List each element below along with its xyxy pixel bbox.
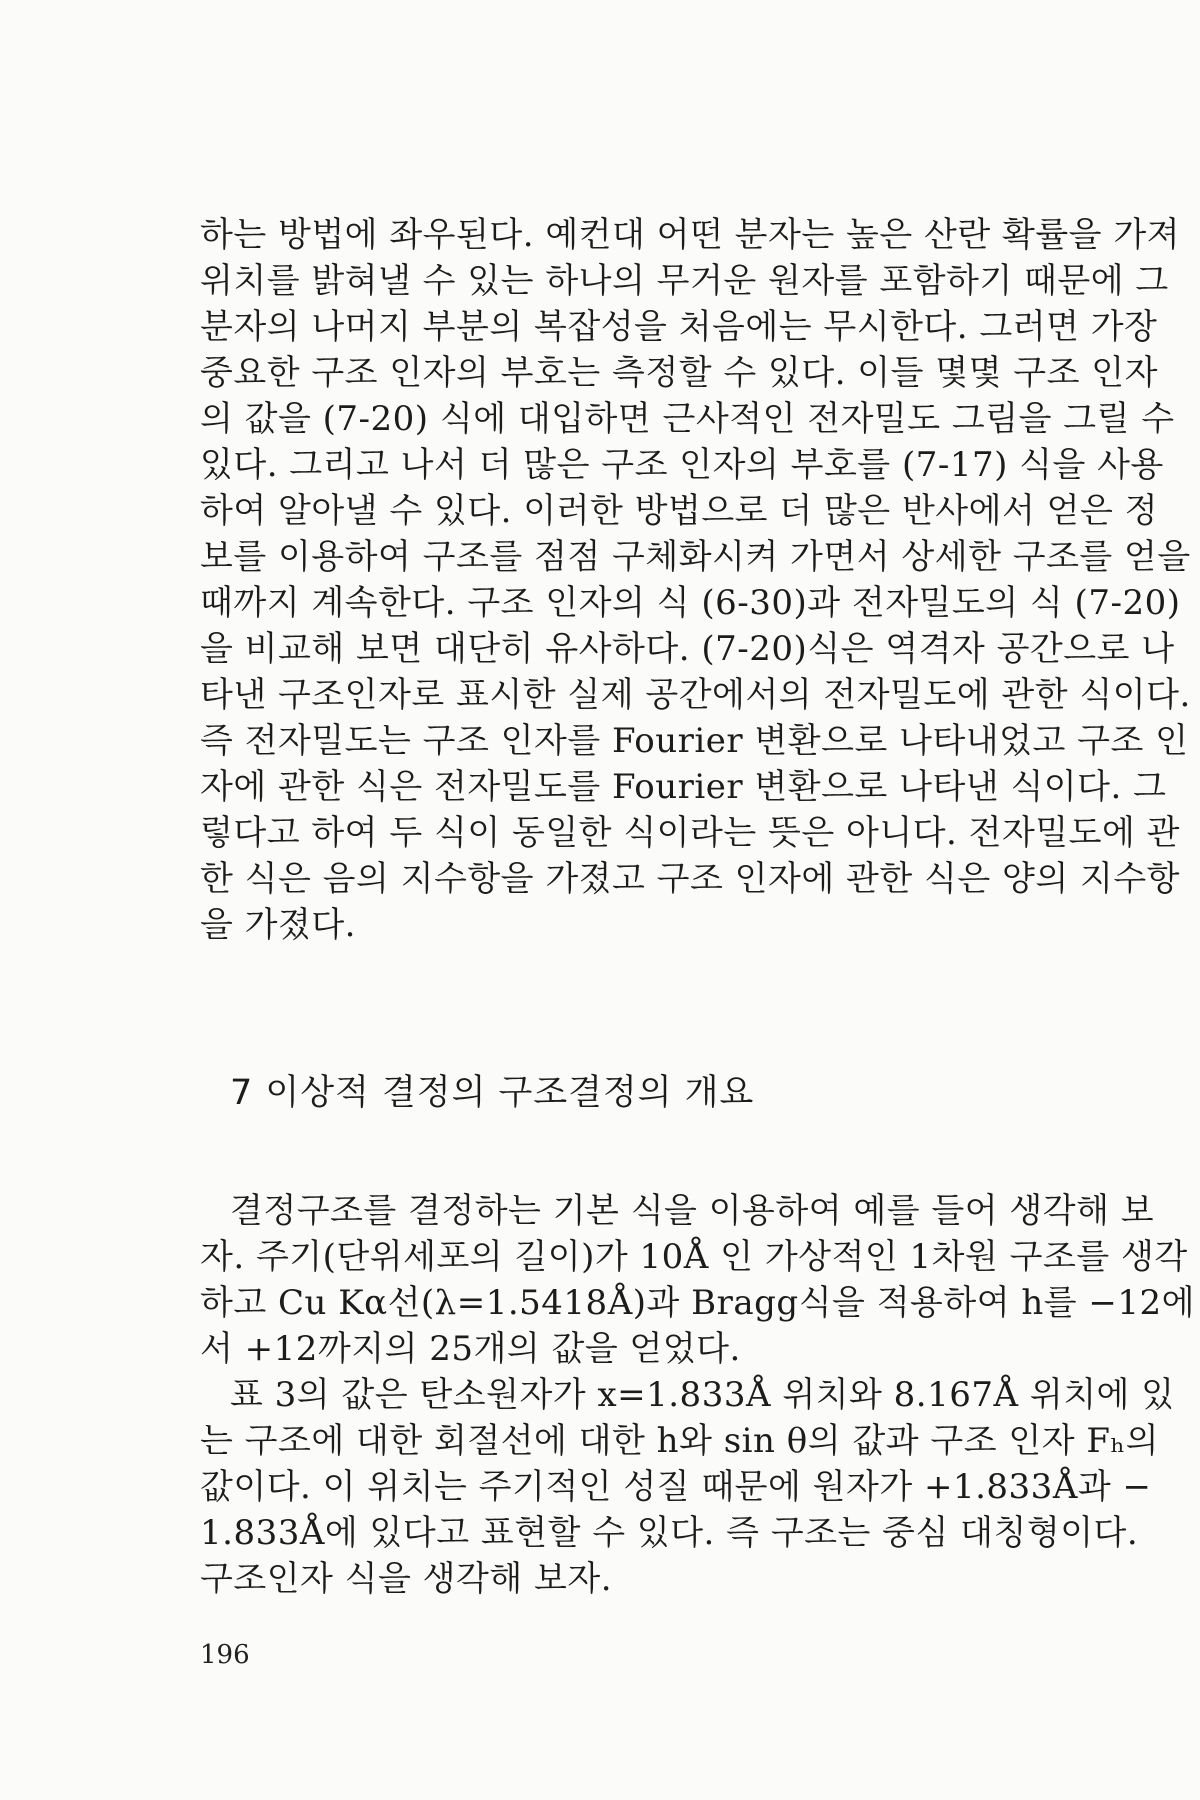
text-line: 즉 전자밀도는 구조 인자를 Fourier 변환으로 나타내었고 구조 인 bbox=[200, 721, 1189, 761]
text-line: 보를 이용하여 구조를 점점 구체화시켜 가면서 상세한 구조를 얻을 bbox=[200, 537, 1191, 577]
page-number: 196 bbox=[200, 1640, 250, 1670]
text-line: 하는 방법에 좌우된다. 예컨대 어떤 분자는 높은 산란 확률을 가져 bbox=[200, 215, 1181, 255]
text-line: 하여 알아낼 수 있다. 이러한 방법으로 더 많은 반사에서 얻은 정 bbox=[200, 491, 1158, 531]
text-line: 을 가졌다. bbox=[200, 905, 356, 945]
section-heading: 7 이상적 결정의 구조결정의 개요 bbox=[230, 1073, 755, 1113]
text-line: 렇다고 하여 두 식이 동일한 식이라는 뜻은 아니다. 전자밀도에 관 bbox=[200, 813, 1181, 853]
text-line: 분자의 나머지 부분의 복잡성을 처음에는 무시한다. 그러면 가장 bbox=[200, 307, 1158, 347]
text-line: 한 식은 음의 지수항을 가졌고 구조 인자에 관한 식은 양의 지수항 bbox=[200, 859, 1181, 899]
text-line: 중요한 구조 인자의 부호는 측정할 수 있다. 이들 몇몇 구조 인자 bbox=[200, 353, 1158, 393]
text-line: 있다. 그리고 나서 더 많은 구조 인자의 부호를 (7-17) 식을 사용 bbox=[200, 445, 1164, 485]
text-line: 하고 Cu Kα선(λ=1.5418Å)과 Bragg식을 적용하여 h를 −12에 bbox=[200, 1283, 1196, 1323]
text-line: 의 값을 (7-20) 식에 대입하면 근사적인 전자밀도 그림을 그릴 수 bbox=[200, 399, 1175, 439]
text-line: 타낸 구조인자로 표시한 실제 공간에서의 전자밀도에 관한 식이다. bbox=[200, 675, 1191, 715]
text-line: 위치를 밝혀낼 수 있는 하나의 무거운 원자를 포함하기 때문에 그 bbox=[200, 261, 1169, 301]
text-line: 자. 주기(단위세포의 길이)가 10Å 인 가상적인 1차원 구조를 생각 bbox=[200, 1237, 1188, 1277]
text-line: 때까지 계속한다. 구조 인자의 식 (6-30)과 전자밀도의 식 (7-20) bbox=[200, 583, 1181, 623]
text-line: 서 +12까지의 25개의 값을 얻었다. bbox=[200, 1329, 741, 1369]
text-line: 표 3의 값은 탄소원자가 x=1.833Å 위치와 8.167Å 위치에 있 bbox=[230, 1375, 1175, 1415]
text-line: 값이다. 이 위치는 주기적인 성질 때문에 원자가 +1.833Å과 − bbox=[200, 1467, 1152, 1507]
text-line: 자에 관한 식은 전자밀도를 Fourier 변환으로 나타낸 식이다. 그 bbox=[200, 767, 1167, 807]
text-line: 결정구조를 결정하는 기본 식을 이용하여 예를 들어 생각해 보 bbox=[230, 1191, 1155, 1231]
text-line: 을 비교해 보면 대단히 유사하다. (7-20)식은 역격자 공간으로 나 bbox=[200, 629, 1175, 669]
text-line: 1.833Å에 있다고 표현할 수 있다. 즉 구조는 중심 대칭형이다. bbox=[200, 1513, 1139, 1553]
text-line: 구조인자 식을 생각해 보자. bbox=[200, 1559, 613, 1599]
text-line: 는 구조에 대한 회절선에 대한 h와 sin θ의 값과 구조 인자 Fₕ의 bbox=[200, 1421, 1159, 1461]
